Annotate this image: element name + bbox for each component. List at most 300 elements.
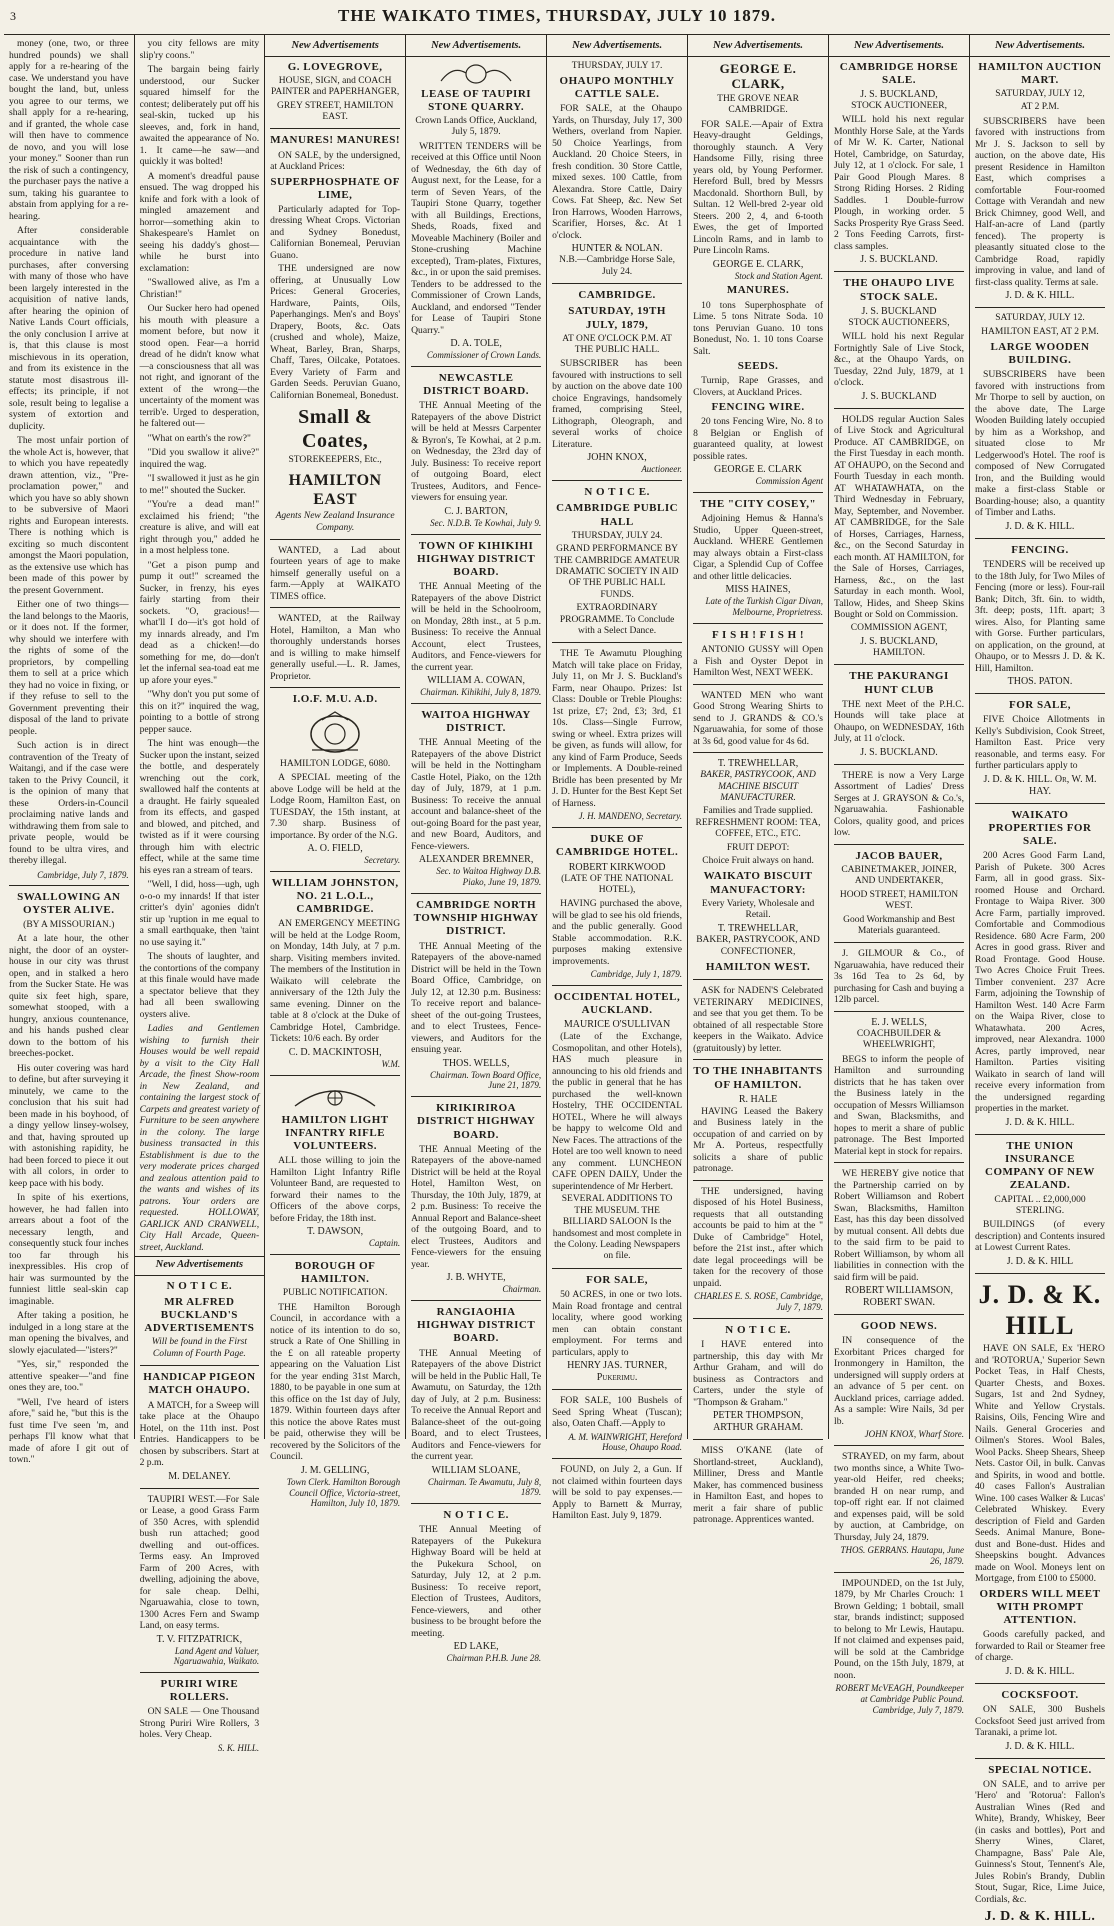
military-emblem-icon bbox=[290, 1081, 380, 1111]
story-paragraph: "Get a pison pump and pump it out!" screamed the Sucker, in frenzy, his eyes fairly starting from their sockets. "O, gracious!—what'll I do—it's got hold of my innards already, and I'm dead as a chicken!—do something for me, do—don't let the infernal sea-toad eat me up afore your eyes." bbox=[139, 559, 260, 686]
ad-date: THURSDAY, JULY 17. bbox=[571, 60, 663, 71]
section-heading: New Advertisements. bbox=[688, 38, 828, 57]
ad-name: WILLIAM SLOANE, bbox=[431, 1464, 521, 1476]
divider bbox=[270, 607, 400, 608]
column-5 bbox=[547, 35, 688, 1522]
ad-body: Turnip, Rape Grasses, and Clovers, at Auckland Prices. bbox=[693, 375, 824, 398]
ad-name: ALEXANDER BREMNER, bbox=[418, 854, 534, 866]
ad-address: HOOD STREET, HAMILTON WEST. bbox=[839, 889, 959, 912]
divider bbox=[693, 623, 823, 624]
ad-role: Chairman P.H.B. June 28. bbox=[446, 1653, 542, 1664]
ad-name: GEORGE E. CLARK, bbox=[719, 60, 797, 92]
divider bbox=[411, 1503, 541, 1504]
divider bbox=[834, 1445, 964, 1446]
ad-name: GEORGE E. CLARK bbox=[714, 464, 803, 476]
ad-title: WAIKATO BISCUIT MANUFACTORY: bbox=[703, 870, 813, 896]
ad-role: A. M. WAINWRIGHT, Hereford House, Ohaupo Road. bbox=[568, 1431, 683, 1453]
ad-body: 50 ACRES, in one or two lots. Main Road frontage and central locality, where good working men can obtain constant employment. For terms and particulars, apply to bbox=[552, 1289, 683, 1358]
ad-role: Sec. to Waitoa Highway D.B. Piako, June 19, 1879. bbox=[436, 866, 542, 888]
story-signature: Cambridge, July 7, 1879. bbox=[37, 869, 129, 880]
column-3 bbox=[265, 35, 406, 1509]
ad-body: 20 tons Fencing Wire, No. 8 to 8 Belgian or English of guaranteed quality, at lowest possible rates. bbox=[693, 416, 824, 462]
article-title: SWALLOWING AN OYSTER ALIVE. bbox=[17, 891, 121, 917]
ad-role: Chairman. Town Board Office, June 21, 1879. bbox=[430, 1069, 542, 1091]
column-2 bbox=[135, 35, 266, 1753]
ad-title: N O T I C E. bbox=[166, 1279, 233, 1292]
divider bbox=[411, 366, 541, 367]
divider bbox=[411, 1300, 541, 1301]
ad-role: Commissioner of Crown Lands. bbox=[426, 350, 542, 361]
divider bbox=[411, 703, 541, 704]
ad-body: THERE is now a Very Large Assortment of Ladies' Dress Serges at J. GRAYSON & Co.'s, Ngaruawahia. Fashionable Colors, quality good, and prices low. bbox=[834, 769, 964, 839]
ad-body: THE undersigned are now offering, at Unusually Low Prices: General Groceries, Hardware, Paints, Oils, Paperhangings. Men's and Boys' Drapery, Boots, &c. Oats (crushed and whole), Maize, Wheat, Barley, Bran, Sharps, Chaff, Tares, Oilcake, Potatoes. Every Variety of Farm and Garden Seeds. Peruvian Guano, Californian Bonemeal, Bonedust. bbox=[270, 263, 401, 401]
ad-name: J. D. & K. HILL bbox=[1006, 1255, 1074, 1267]
section-heading: New Advertisements. bbox=[406, 38, 546, 57]
ad-role: Sec. N.D.B. Te Kowhai, July 9. bbox=[430, 517, 542, 528]
divider bbox=[270, 128, 400, 129]
ad-name: J. S. BUCKLAND bbox=[861, 305, 937, 317]
ad-name: ROBERT WILLIAMSON, ROBERT SWAN. bbox=[845, 1285, 953, 1309]
divider bbox=[834, 844, 964, 845]
ad-place: HAMILTON. bbox=[873, 648, 926, 659]
divider bbox=[693, 1439, 823, 1440]
ad-name: J. D. & K. HILL. bbox=[1005, 1740, 1075, 1752]
ad-body: ANTONIO GUSSY will Open a Fish and Oyster Depot in Hamilton West, NEXT WEEK. bbox=[693, 644, 824, 679]
ad-name: HENRY JAS. TURNER, Pukerimu. bbox=[567, 1360, 668, 1384]
ad-title: HAMILTON LIGHT INFANTRY RIFLE VOLUNTEERS. bbox=[281, 1113, 389, 1153]
ad-role: Stock and Station Agent. bbox=[734, 270, 824, 281]
ad-body: THE Annual Meeting of Ratepayers of the Pukekura Highway Board will be held at the Pukekura School, on Saturday, July 12, at 2 p.m. Business: To receive report, Election of Trustees, Auditors, Fence-viewers, and other business to be brought before the meeting. bbox=[411, 1524, 542, 1639]
firm-logo-text: J. D. & K. HILL bbox=[978, 1279, 1102, 1341]
story-paragraph: Such action is in direct contravention of the Treaty of Waitangi, and if the case were taken to the Privy Council, it is the opinion of many that these Orders-in-Council proclaiming native lands and withdrawing them from sale to private people, would be found to be ultra vires, and thereby illegal. bbox=[9, 740, 129, 866]
ad-title: THE PAKURANGI HUNT CLUB bbox=[849, 670, 949, 696]
ad-name: T. DAWSON, bbox=[307, 1226, 364, 1238]
story-paragraph: "Swallowed alive, as I'm a Christian!" bbox=[139, 277, 260, 300]
firm-place: HAMILTON EAST bbox=[288, 471, 382, 508]
ad-role: JOHN KNOX, Wharf Store. bbox=[864, 1429, 964, 1440]
ad-title: I.O.F. M.U. A.D. bbox=[292, 693, 378, 706]
ad-name: A. O. FIELD, bbox=[307, 843, 363, 855]
section-heading: New Advertisements. bbox=[829, 38, 969, 57]
divider bbox=[552, 1389, 682, 1390]
ad-name: GEORGE E. CLARK, bbox=[712, 258, 804, 270]
ad-body: FOR SALE, at the Ohaupo Yards, on Thursday, July 17, 300 Wethers, overland from Napier. 50 Choice Yearlings, from Auckland. 20 Choice Steers, in fresh condition. 30 Store Cattle, mixed sexes. 100 Cattle, from Alexandra. Store Cattle, Dairy Cows. Fat Sheep, &c. New Set Iron Harrows, Wooden Harrows, Scarifier, Horses, &c. At 1 o'clock. bbox=[552, 103, 683, 241]
ad-title: HAMILTON AUCTION MART. bbox=[978, 60, 1102, 86]
firm-name: Small & Coates, bbox=[298, 406, 373, 453]
ad-body: THE Annual Meeting of the Ratepayers of the above District will be held in the Schoolroom, on Monday, 28th inst., at 5 p.m. Business: To receive the Annual Account, elect Trustees, Auditors, and Fence-viewers for the current year. bbox=[411, 581, 542, 673]
ad-title: N O T I C E. bbox=[584, 486, 650, 499]
ad-body: FOR SALE.—Apair of Extra Heavy-draught Geldings, thoroughly staunch. A Very Handsome Filly, rising three years old, by Young Performer. Hereford Bull, bred by Messrs Macdonald. Shorthorn Bull, by Sultan. 12 Well-bred 2-year old Steers. 200 2, 4, and 6-tooth Ewes, the get of Imported Lincoln Rams, and in lamb to Pure Lincoln Rams. bbox=[693, 118, 824, 257]
ad-role: Auctioneer. bbox=[641, 464, 683, 475]
divider bbox=[552, 1458, 682, 1459]
divider bbox=[552, 985, 682, 986]
ad-body: SUBSCRIBER has been favoured with instructions to sell by auction on the above date 100 choice Engravings, handsomely framed, comprising Steel, Lithograph, Oleograph, and several works of choice Literature. bbox=[552, 358, 683, 450]
ad-body: FOR SALE, 100 Bushels of Seed Spring Wheat (Tuscan); also, Oaten Chaff.—Apply to bbox=[552, 1395, 683, 1430]
section-heading: New Advertisements. bbox=[970, 38, 1110, 57]
ad-name: MAURICE O'SULLIVAN bbox=[563, 1019, 671, 1031]
ad-name: T. TREWHELLAR, bbox=[717, 758, 799, 770]
story-paragraph: you city fellows are mity slip'ry coons." bbox=[139, 38, 260, 61]
ad-name: T. TREWHELLAR, bbox=[717, 923, 799, 935]
ad-name: J. D. & K. HILL. bbox=[1005, 1116, 1075, 1128]
ad-trade: BAKER, PASTRYCOOK, AND MACHINE BISCUIT MANUFACTURER. bbox=[700, 770, 816, 803]
column-1 bbox=[4, 35, 135, 1466]
ad-body: Every Variety, Wholesale and Retail. bbox=[701, 898, 815, 921]
ad-name: J. D. & K. HILL. bbox=[1005, 290, 1075, 302]
ad-title: COCKSFOOT. bbox=[1001, 1688, 1079, 1701]
story-paragraph: "What on earth's the row?" bbox=[147, 432, 251, 444]
divider bbox=[552, 1268, 682, 1269]
divider bbox=[693, 684, 823, 685]
ad-name: D. A. TOLE, bbox=[450, 338, 502, 350]
ad-title: CAMBRIDGE NORTH TOWNSHIP HIGHWAY DISTRICT. bbox=[413, 899, 539, 938]
ad-title: KIRIKIRIROA DISTRICT HIGHWAY BOARD. bbox=[416, 1102, 536, 1141]
ad-body: ON SALE, by the undersigned, at Auckland Prices: bbox=[270, 149, 401, 173]
ad-body: BUILDINGS (of every description) and Contents insured at Lowest Current Rates. bbox=[975, 1219, 1105, 1254]
ad-title: LARGE WOODEN BUILDING. bbox=[990, 341, 1090, 367]
story-paragraph: After considerable acquaintance with the procedure in native land purchases, after conversing with many of those who have been largely interested in the acquisition of native lands, after hearing the opinion of Native Lands Court officials, the only conclusion I arrive at is, that this clause is most mischievous in its operation, and from its existence in the statute most disastrous ill-effects; its principle, if not sole, result being to legalise a system of extortion and duplicity. bbox=[9, 225, 129, 432]
ad-role: Commission Agent bbox=[755, 476, 824, 487]
ad-role: CHARLES E. S. ROSE, Cambridge, July 7, 1879. bbox=[694, 1291, 824, 1313]
ad-body: EXTRAORDINARY PROGRAMME. To Conclude with a Select Dance. bbox=[559, 603, 675, 636]
ad-subtitle: AT ONE O'CLOCK P.M. AT THE PUBLIC HALL. bbox=[562, 333, 672, 356]
ad-body: THE Annual Meeting of Ratepayers of the above District will be held in the Public Hall, Te Awamutu, on Saturday, the 12th day of July, at 2 p.m. Business: To receive the Annual Report and Balance-sheet of the out-going Board, and to elect Trustees, Auditors and Fence-viewers for the current year. bbox=[411, 1347, 542, 1463]
ad-role: S. K. HILL. bbox=[217, 1742, 260, 1753]
ad-body: 200 Acres Good Farm Land, Parish of Pukete. 300 Acres Farm, all in good grass. Six-roomed House and Orchard. Frontage to Waipa River. 300 Acre Farm, partially improved. Comfortable and Commodious Residence. 680 Acre Farm, 200 Acres in good grass. River and Road Frontage. Good House. Two Acres Choice Fruit Trees. Timber convenient. 237 Acre Farm, adjoining the Township of Hamilton West. 140 Acre Farm on the Waipa River, close to Whatawhata. 200 Acres, improved, near Alexandra. 1000 Acres, partly improved, near Hamilton. Parties visiting Waikato in search of land will receive every information from the undersigned regarding properties in the market. bbox=[975, 850, 1105, 1115]
ad-title: FENCING WIRE. bbox=[711, 401, 805, 414]
ad-title: FOR SALE, bbox=[1009, 699, 1071, 712]
article-byline: (BY A MISSOURIAN.) bbox=[23, 919, 115, 930]
columns bbox=[4, 34, 1110, 1925]
ad-body: WILL hold his next Regular Fortnightly Sale of Live Stock, &c., at the Ohaupo Yards, on Tuesday, 22nd July, 1879, at 1 o'clock. bbox=[834, 331, 964, 389]
ad-trade: CABINETMAKER, JOINER, AND UNDERTAKER, bbox=[841, 864, 957, 887]
section-heading: New Advertisements bbox=[135, 1256, 265, 1276]
ad-subtitle: Will be found in the First Column of Fourth Page. bbox=[151, 1337, 247, 1359]
ad-title: CAMBRIDGE. bbox=[578, 289, 656, 302]
ad-body: FIVE Choice Allotments in Kelly's Subdivision, Cook Street, Hamilton East. Price very reasonable, and terms easy. For further particulars apply to bbox=[975, 714, 1105, 772]
ad-title: FENCING. bbox=[1011, 543, 1069, 556]
ad-body: ON SALE, 300 Bushels Cocksfoot Seed just arrived from Taranaki, a prime lot. bbox=[975, 1704, 1105, 1738]
ad-body: ON SALE, and to arrive per 'Hero' and 'Rotorua': Fallon's Australian Wines (Red and White), Brandy, Whiskey, Beer (in casks and bottles), Port and Sherry Wines, Claret, Champagne, Bass' Pale Ale, Guinness's Stout, Tennent's Ale, Jules Robin's Brandy, Dublin Stout, Sugar, Rice, Lime Juice, Cordials, &c. bbox=[975, 1778, 1105, 1905]
ad-role: THOS. GERRANS. Hautapu, June 26, 1879. bbox=[840, 1545, 964, 1566]
ad-role: Land Agent and Valuer, Ngaruawahia, Waikato. bbox=[173, 1645, 260, 1667]
divider bbox=[975, 693, 1105, 694]
ad-title: MANURES. bbox=[726, 284, 790, 297]
section-heading: New Advertisements. bbox=[547, 38, 687, 57]
divider bbox=[270, 1254, 400, 1255]
ad-body: AN EMERGENCY MEETING will be held at the Lodge Room, on Monday, 14th July, at 7 p.m. sharp. Visiting members invited. The members of the Institution in Waikato will celebrate the anniversary of the 12th July the same evening. Dinner on the table at 8 o'clock at the Duke of Cambridge Hotel, Cambridge. Tickets: 10/6 each. By order bbox=[270, 918, 401, 1045]
divider bbox=[140, 1488, 260, 1489]
lodge-crest-icon bbox=[300, 710, 370, 756]
ad-body: ON SALE — One Thousand Strong Puriri Wire Rollers, 3 holes. Very Cheap. bbox=[139, 1706, 260, 1741]
divider bbox=[552, 283, 682, 284]
agents-line: Agents New Zealand Insurance Company. bbox=[275, 511, 395, 533]
page-number: 3 bbox=[10, 8, 17, 23]
story-paragraph: "You're a dead man!" exclaimed his friend; "the creature is alive, and will eat right through you," added he in a most helpless tone. bbox=[139, 499, 260, 556]
divider bbox=[834, 942, 964, 943]
story-paragraph: The most unfair portion of the whole Act is, however, that to which you have repeatedly drawn attention, viz., "Pre-proclamation power," and which you have so ably shown to be subversive of Maori rights and European interests. There is nothing which is exciting so much discontent amongst the Maori population, as the extensive use which has been made of this power by the present Government. bbox=[9, 435, 129, 596]
story-paragraph: The bargain being fairly understood, our Sucker squared himself for the contest; deliberately put off his seal-skin, tucked up his sleeves, and, fork in hand, awaited the appearance of No. 1. It came—he saw—and quickly it was bolted! bbox=[139, 64, 260, 167]
ad-title: THE OHAUPO LIVE STOCK SALE. bbox=[843, 277, 955, 303]
divider bbox=[975, 1134, 1105, 1135]
royal-arms-icon bbox=[431, 61, 521, 85]
story-paragraph: money (one, two, or three hundred pounds) we shall apply for a re-hearing of the case. We understand you have bought the land, but, unless you agree to our terms, we shall apply for a re-hearing, and if granted, the whole case will then have to commence de novo, and you will lose your money." Sooner than run the risk of such a contingency, the purchaser pays the native a sum, taking his guarantee to abstain from applying for a re-hearing. bbox=[9, 38, 129, 222]
ad-title: CAMBRIDGE PUBLIC HALL bbox=[556, 502, 679, 528]
ad-title: OHAUPO MONTHLY CATTLE SALE. bbox=[559, 74, 675, 101]
ad-body: IN consequence of the Exorbitant Prices charged for Ironmongery in Hamilton, the undersigned will supply orders at an advance of 5 per cent. on Auckland prices, carriage added. As a sample: Wire Nails, 3d per lb. bbox=[834, 1335, 964, 1427]
ad-body: WANTED MEN who want Good Strong Wearing Shirts to send to J. GRANDS & CO.'s Ngaruawahia, for some of those at 3s 6d, good value for 4s 6d. bbox=[693, 689, 824, 747]
divider bbox=[975, 307, 1105, 308]
ad-name: JACOB BAUER, bbox=[855, 849, 943, 862]
ad-body: Choice Fruit always on hand. bbox=[702, 855, 814, 866]
firm-trade: STOREKEEPERS, Etc., bbox=[288, 455, 382, 466]
story-paragraph: The shouts of laughter, and the contortions of the company at this finale would have made a spectator believe that they had all been swallowing oysters alive. bbox=[139, 951, 260, 1020]
section-heading: New Advertisements bbox=[265, 38, 405, 57]
divider bbox=[693, 1180, 823, 1181]
ad-body: THE Annual Meeting of the Ratepayers of the above-named District will be held in the Town Board Office, Cambridge, on July 12, at 12.30 p.m. Business: To receive report and balance-sheet of the out-going Trustees, and to elect Trustees, Fence-viewers, and Auditors for the ensuing year. bbox=[411, 940, 542, 1056]
column-6 bbox=[688, 35, 829, 1526]
ad-body: WE HEREBY give notice that the Partnership carried on by Robert Williamson and Robert Swan, Blacksmiths, Hamilton East, has this day been dissolved by mutual consent. All debts due to the said firm to be paid to Robert Williamson, by whom all liabilities in connection with the said firm will be paid. bbox=[834, 1168, 964, 1283]
ad-title: FOR SALE, bbox=[586, 1273, 649, 1286]
ad-title: GOOD NEWS. bbox=[860, 1320, 938, 1333]
divider bbox=[975, 1683, 1105, 1684]
divider bbox=[693, 979, 823, 980]
ad-body: (Late of the Exchange, Cosmopolitan, and other Hotels), HAS much pleasure in announcing to his old friends and the public in general that he has purchased the well-known Hostelry, THE OCCIDENTAL HOTEL, Where he will always be happy to welcome Old and New Faces. The attractions of the Hotel are too well known to need any comment. LUNCHEON CAFE OPEN DAILY, Under the superintendence of Mr Herbert. bbox=[552, 1031, 683, 1192]
ad-subtitle: THE GROVE NEAR CAMBRIDGE. bbox=[717, 93, 799, 116]
divider bbox=[834, 664, 964, 665]
ad-title: TO THE INHABITANTS OF HAMILTON. bbox=[693, 1065, 823, 1091]
ad-name: HUNTER & NOLAN. bbox=[571, 243, 663, 255]
ad-role: Chairman. bbox=[502, 1284, 542, 1295]
divider bbox=[834, 408, 964, 409]
ad-date: THURSDAY, JULY 24. bbox=[571, 530, 663, 541]
divider bbox=[834, 1162, 964, 1163]
ad-subtitle: Crown Lands Office, Auckland, July 5, 1879. bbox=[415, 115, 537, 138]
divider bbox=[693, 492, 823, 493]
ad-body: Good Workmanship and Best Materials guaranteed. bbox=[843, 914, 955, 936]
masthead-title: THE WAIKATO TIMES, THURSDAY, JULY 10 1879. bbox=[337, 6, 776, 25]
ad-title: WILLIAM JOHNSTON, NO. 21 L.O.L., CAMBRIDGE. bbox=[271, 876, 399, 916]
ad-body: SUBSCRIBERS have been favored with instructions from Mr Thorpe to sell by auction, on the above date, The Large Wooden Building lately occupied by him as a Workshop, and situated close to Mr Ledgerwood's Hotel. The roof is composed of New Corrugated Iron, and the Building would make a first-class Stable or Boarding-house; also, a quantity of Timber and Laths. bbox=[975, 369, 1105, 519]
ad-subtitle: PUBLIC NOTIFICATION. bbox=[282, 1288, 388, 1299]
ad-body: TAUPIRI WEST.—For Sale or Lease, a good Grass Farm of 350 Acres, with splendid bush run attached; good dwelling and out-offices. Terms easy. An Improved Farm of 200 Acres, with dwelling, adjoining the above, for sale cheap. Delhi, Ngaruawahia, close to town, 1300 Acres Fern and Swamp Land, on easy terms. bbox=[139, 1493, 260, 1631]
ad-name: J. S. BUCKLAND. bbox=[860, 254, 938, 266]
ad-title: WAITOA HIGHWAY DISTRICT. bbox=[421, 709, 531, 735]
ad-title: MR ALFRED BUCKLAND'S ADVERTISEMENTS bbox=[144, 1295, 255, 1335]
story-paragraph: "Well, I did, hoss—ugh, ugh o-o-o my innards! If that ister critter's dyin' agonies didn't stir up 'ruption in me equal to a small earthquake, then 'taint no use saying it." bbox=[139, 879, 260, 948]
ad-role: Late of the Turkish Cigar Divan, Melbourne, Proprietress. bbox=[705, 596, 824, 618]
ad-name: J. B. WHYTE, bbox=[446, 1272, 506, 1284]
ad-body: Adjoining Hemus & Hanna's Studio, Upper Queen-street, Auckland. WHERE Gentlemen may always obtain a First-class Cigar, a Splendid Cup of Coffee and other little delicacies. bbox=[693, 513, 824, 582]
ad-role: Cambridge, July 1, 1879. bbox=[590, 969, 683, 980]
ad-body: HAVE ON SALE, Ex 'HERO and 'ROTORUA,' Superior Sewn Pocket Teas, in Half Chests, Quarter Chests, and Boxes. Sugars, 1st and 2nd Sydney, White and Yellow Crystals. Raisins, Oils, Fencing Wire and Nails. General Groceries and Oilmen's Stores. Wool Bales, Wool Packs. Sheep Shears, Sheep Nets. Castor Oil, in bulk. Canvas and Spirits, in wood and bottle. 40 cases Fallon's Australian Wine. 100 cases Walker & Lucas' Celebrated Whiskey. Every description of Field and Garden Seeds. Animal Manure, Bone-dust and Bone-dust. Hides and Sheepskins bought. Advances made on Wool. Moneys lent on Mortgage, from £100 to £5000. bbox=[975, 1343, 1105, 1585]
column-4 bbox=[406, 35, 547, 1664]
ad-name: C. D. MACKINTOSH, bbox=[288, 1046, 382, 1058]
ad-name: J. S. BUCKLAND. bbox=[860, 746, 938, 758]
divider bbox=[975, 803, 1105, 804]
ad-body: SEVERAL ADDITIONS TO THE MUSEUM. THE BILLIARD SALOON Is the handsomest and most complete in the Colony. Leading Newspapers on file. bbox=[552, 1194, 682, 1262]
ad-name: C. J. BARTON, bbox=[444, 505, 508, 517]
ad-name: J. S. BUCKLAND, bbox=[860, 636, 938, 648]
divider bbox=[552, 480, 682, 481]
divider bbox=[834, 1314, 964, 1315]
ad-subtitle: HAMILTON LODGE, 6080. bbox=[279, 758, 391, 769]
ad-title: PURIRI WIRE ROLLERS. bbox=[160, 1678, 239, 1704]
ad-body: WILL hold his next regular Monthly Horse Sale, at the Yards of Mr W. K. Carter, National Hotel, Cambridge, on Saturday, July 12, at 1 o'clock. For sale, 1 Pair Good Plough Mares. 8 Strong Riding Horses. 2 Riding Saddles. 1 Double-furrow Plough, in working order. 5 Sacks Prosperity Rye Grass Seed. 2 Tons Feeding Carrots, first-class samples. bbox=[834, 114, 964, 252]
article-paragraph: At a late hour, the other night, the door of an oyster-house in our city was thrust open, and in stalked a hero from the Sucker State. He was quite six feet high, spare, somewhat stooped, with a hungry, anxious countenance, and his hands pushed clear down to the bottom of his breeches-pocket. bbox=[9, 933, 129, 1060]
story-paragraph: Our Sucker hero had opened his mouth with pleasure a moment before, but now it stood open. Fear—a horrid dread of he didn't know what—a consciousness that all was not right, and ignorant of the extent of the wrong—the uncertainty of the moment was terrib'e. Urged to desperation, he faltered out— bbox=[139, 303, 260, 429]
ad-body: Goods carefully packed, and forwarded to Rail or Steamer free of charge. bbox=[975, 1629, 1105, 1664]
ad-body: THE Hamilton Borough Council, in accordance with a notice of its intention to do so, struck a Rate of One Shilling in the £ on all rateable property appearing on the Valuation List for the year ending 31st March, 1880, to be payable in one sum at this office on the 1st day of July, 1879. Within fourteen days after this notice the above Rates must be paid, otherwise they will be recovered by the Solicitors of the Council. bbox=[270, 1301, 401, 1463]
ad-body: ALL those willing to join the Hamilton Light Infantry Rifle Volunteer Band, are requested to forward their names to the Officers of the above corps, before Friday, the 18th inst. bbox=[270, 1155, 401, 1224]
story-paragraph: "Did you swallow it alive?" inquired the wag. bbox=[139, 447, 260, 470]
divider bbox=[270, 871, 400, 872]
ad-body: HOLDS regular Auction Sales of Live Stock and Agricultural Produce. AT CAMBRIDGE, on the First Tuesday in each month. AT OHAUPO, on the Second and Fourth Tuesday in each month. AT WHATAWHATA, on the Third Wednesday in February, May, September, and November. AT CAMBRIDGE, for the Sale of Horses, Carriages, Harness, &c., on the Second Saturday in each month. AT HAMILTON, for the Sale of Horses, Carriages, Harness, &c., on the last Saturday in each month. Wool, Tallow, Hides, and Sheep Skins Bought or Sold on Commission. bbox=[834, 413, 964, 621]
column-8 bbox=[970, 35, 1110, 1925]
ad-address: GREY STREET, HAMILTON EAST. bbox=[276, 100, 394, 122]
ad-name: MISS HAINES, bbox=[725, 584, 791, 596]
story-paragraph: "Why don't you put some of this on it?" inquired the wag, pointing to a bottle of strong pepper sauce. bbox=[139, 689, 260, 735]
ad-name: J. D. & K. HILL. bbox=[1005, 1665, 1075, 1677]
divider bbox=[975, 1758, 1105, 1759]
ad-name: THOS. WELLS, bbox=[442, 1057, 510, 1069]
ad-title: THE "CITY COSEY," bbox=[699, 498, 817, 511]
ad-title: LEASE OF TAUPIRI STONE QUARRY. bbox=[421, 87, 532, 113]
divider bbox=[693, 1059, 823, 1060]
divider bbox=[834, 1572, 964, 1573]
divider bbox=[270, 687, 400, 688]
ad-body: ASK for NADEN'S Celebrated VETERINARY MEDICINES, and see that you get them. To be obtained of all respectable Store keepers in the Waikato. Advice (gratuitously) by letter. bbox=[693, 985, 824, 1054]
ad-role: Town Clerk. Hamilton Borough Council Office, Victoria-street, Hamilton, July 10, 1879. bbox=[286, 1476, 401, 1509]
furnish-notice: Ladies and Gentlemen wishing to furnish their Houses would be well repaid by a visit to the City Hall Arcade, the finest Show-room in New Zealand, and containing the largest stock of Carpets and greatest variety of Furniture to be seen anywhere in the colony. The large business transacted in this Establishment is due to the very moderate prices charged and zealous attention paid to the wants and wishes of its patrons. Your orders are requested. HOLLOWAY, GARLICK AND CRANWELL, City Hall Arcade, Queen-street, Auckland. bbox=[139, 1023, 260, 1253]
divider bbox=[411, 534, 541, 535]
article-paragraph: His outer covering was hard to define, but after surveying it minutely, we came to the conclusion that his suit had been made in his boyhood, of a dingy yellow linsey-wolsey, and that, having sprouted up with astonishing rapidity, he had been forced to piece it out with all colors, in order to keep pace with his body. bbox=[9, 1062, 129, 1189]
ad-name: R. HALE bbox=[738, 1093, 778, 1105]
divider bbox=[9, 885, 129, 886]
divider bbox=[693, 752, 823, 753]
ad-place: HAMILTON WEST. bbox=[705, 961, 811, 974]
ad-body: Families and Trade supplied. REFRESHMENT ROOM: TEA, COFFEE, ETC., ETC. bbox=[695, 806, 821, 840]
ad-title: HANDICAP PIGEON MATCH OHAUPO. bbox=[143, 1371, 256, 1397]
ad-trade: HOUSE, SIGN, and COACH PAINTER and PAPERHANGER, bbox=[270, 75, 400, 98]
divider bbox=[270, 1075, 400, 1076]
ad-name: M. DELANEY. bbox=[168, 1470, 231, 1482]
story-paragraph: "I swallowed it just as he gin to me!" shouted the Sucker. bbox=[139, 473, 260, 496]
ad-title: SEEDS. bbox=[737, 360, 779, 373]
ad-title: NEWCASTLE DISTRICT BOARD. bbox=[423, 372, 529, 398]
ad-role: Chairman. Kihikihi, July 8, 1879. bbox=[420, 687, 542, 698]
ad-name: J. D. & K. HILL. bbox=[984, 1909, 1096, 1925]
ad-title: DUKE OF CAMBRIDGE HOTEL. bbox=[555, 833, 679, 859]
ad-title: SPECIAL NOTICE. bbox=[988, 1763, 1092, 1776]
ad-time: AT 2 P.M. bbox=[1020, 102, 1060, 113]
ad-name: THOS. PATON. bbox=[1007, 676, 1073, 688]
ad-subtitle: FRUIT DEPOT: bbox=[726, 842, 790, 853]
ad-body: THE Annual Meeting of the Ratepayers of the above District will be held at Messrs Carpenter & Byron's, Te Kowhai, at 2 p.m. on Wednesday, the 23rd day of July. Business: To receive report of outgoing Board, elect Trustees, Auditors, and Fence-viewers for ensuing year. bbox=[411, 400, 542, 504]
story-paragraph: Either one of two things—the land belongs to the Maoris, or it does not. If the former, why should we interfere with the rights of some of the proprietors, by compelling them to sell at a price which they had no voice in fixing, or if they refuse to sell to the Government preventing their disposal of the land to private people. bbox=[9, 599, 129, 737]
ad-title: F I S H ! F I S H ! bbox=[711, 629, 805, 641]
ad-name: J. S. BUCKLAND bbox=[861, 390, 937, 402]
ad-body: WANTED, a Lad about fourteen years of age to make himself generally useful on a farm.—Apply at WAIKATO TIMES office. bbox=[270, 544, 401, 602]
story-paragraph: A moment's dreadful pause ensued. The wag dropped his knife and fork with a look of mingled amazement and horror—something akin to Shakespeare's Hamlet on seeing his daddy's ghost—while he burst into exclamation: bbox=[139, 170, 260, 274]
ad-title: WAIKATO PROPERTIES FOR SALE. bbox=[988, 808, 1092, 848]
ad-title: SUPERPHOSPHATE OF LIME, bbox=[270, 175, 400, 201]
ad-body: BEGS to inform the people of Hamilton and surrounding districts that he has taken over the Business lately in the occupation of Messrs Williamson and Swan, Blacksmiths, and hopes to merit a share of public patronage. The Best Imported Material kept in stock for repairs. bbox=[834, 1053, 964, 1157]
ad-name: J. S. BUCKLAND, bbox=[860, 88, 938, 100]
ad-role: STOCK AUCTIONEER, bbox=[851, 100, 947, 111]
ad-trade: COACHBUILDER & WHEELWRIGHT, bbox=[856, 1028, 942, 1051]
ad-date: SATURDAY, 19TH JULY, 1879, bbox=[568, 305, 666, 331]
ad-name: J. M. GELLING, bbox=[300, 1464, 370, 1476]
ad-body: I HAVE entered into partnership, this day with Mr Arthur Graham, and will do business as Contractors and Carters, under the style of "Thompson & Graham." bbox=[693, 1339, 824, 1408]
ad-name: JOHN KNOX, bbox=[587, 452, 647, 464]
divider bbox=[975, 1273, 1105, 1274]
ad-body: THE Annual Meeting of the Ratepayers of the above-named District will be held at the Royal Hotel, Hamilton West, on Thursday, the 10th July, 1879, at 2 p.m. Business: To receive the Annual Report and Balance-sheet of the outgoing Board, and to elect Trustees, Auditors and Fence-viewers for the ensuing year. bbox=[411, 1143, 542, 1270]
divider bbox=[552, 642, 682, 643]
ad-name: ROBERT KIRKWOOD bbox=[568, 861, 666, 873]
ad-role: STOCK AUCTIONEERS, bbox=[848, 317, 950, 328]
ad-title: TOWN OF KIHIKIHI HIGHWAY DISTRICT BOARD. bbox=[417, 539, 536, 579]
ad-body: WRITTEN TENDERS will be received at this Office until Noon of Wednesday, the 6th day of August next, for the Lease, for a term of Seven Years, of the Taupiri Stone Quarry, together with all Buildings, Erections, Sheds, Roads, fixed and Moveable Machinery (Boiler and Stone-crushing Machine excepted), Tram-plates, Fixtures, &c., in or upon the said premises. Tenders to be addressed to the Commissioner of Crown Lands, Auckland, and endorsed "Tender for Lease of Taupiri Stone Quarry." bbox=[411, 140, 542, 336]
story-paragraph: The hint was enough—the Sucker upon the instant, seized the bottle, and desperately wrenching out the cork, swallowed half the contents at a draught. He fairly squealed from its effects, and gasped and blowed, and pitched, and twisted as if it were coursing through him with electric effect, while at the same time his eyes ran a stream of tears. bbox=[139, 738, 260, 876]
ad-title: MANURES! MANURES! bbox=[270, 134, 401, 147]
ad-title: CAMBRIDGE HORSE SALE. bbox=[839, 60, 959, 86]
divider bbox=[411, 1096, 541, 1097]
ad-title: N O T I C E. bbox=[725, 1323, 791, 1336]
ad-body: SUBSCRIBERS have been favored with instructions from Mr J. S. Jackson to sell by auction, on the above date, His present Residence in Hamilton East, which comprises a comfortable Four-roomed Cottage with Verandah and new Brick Chimney, good Well, and Half-an-acre of Land (partly fenced). The property is pleasantly situated close to the Cambridge Road, rapidly improving in value, and land of first-class quality. Terms at sale. bbox=[975, 115, 1105, 288]
ad-body: THE Annual Meeting of the Ratepayers of the above District will be held in the Nottingham Castle Hotel, Piako, on the 12th day of July, 1879, at 1 p.m. Business: To receive the annual account and balance-sheet of the out-going Board for the past year, and new Board, Auditors, and Fence-viewers. bbox=[411, 737, 542, 852]
ad-title: OCCIDENTAL HOTEL, AUCKLAND. bbox=[553, 991, 681, 1017]
divider bbox=[270, 539, 400, 540]
ad-role: ROBERT McVEAGH, Poundkeeper at Cambridge Public Pound. Cambridge, July 7, 1879. bbox=[835, 1683, 964, 1715]
divider bbox=[975, 538, 1105, 539]
ad-role: Captain. bbox=[368, 1238, 401, 1249]
ad-body: THE undersigned, having disposed of his Hotel Business, requests that all outstanding accounts be paid to him at the " Duke of Cambridge" Hotel, before the 21st inst., after which date legal proceedings will be taken for the recovery of those unpaid. bbox=[693, 1185, 824, 1289]
ad-name: E. J. WELLS, bbox=[871, 1016, 927, 1028]
ad-body: STRAYED, on my farm, about two months since, a White Two-year-old Heifer, red cheeks; branded H on near rump, and top-off right ear. If not claimed and expenses paid, will be sold by auction, at Cambridge, on Thursday, July 24, 1879. bbox=[834, 1451, 964, 1543]
divider bbox=[834, 1011, 964, 1012]
divider bbox=[140, 1365, 260, 1366]
ad-role: Chairman. Te Awamutu, July 8, 1879. bbox=[427, 1476, 542, 1498]
ad-name: WILLIAM A. COWAN, bbox=[427, 675, 525, 687]
ad-date: SATURDAY, JULY 12, bbox=[995, 88, 1085, 99]
ad-title: ORDERS WILL MEET WITH PROMPT ATTENTION. bbox=[979, 1587, 1101, 1627]
ad-body: J. GILMOUR & Co., of Ngaruawahia, have reduced their 3s 16d Tea to 2s 6d, by purchasing for Cash and buying a 12lb parcel. bbox=[834, 948, 964, 1006]
ad-body: FOUND, on July 2, a Gun. If not claimed within fourteen days will be sold to pay expenses.—Apply to Barnett & Murray, Hamilton East. July 9, 1879. bbox=[552, 1464, 683, 1522]
ad-body: THE next Meet of the P.H.C. Hounds will take place at Ohaupo, on WEDNESDAY, 16th July, at 11 o'clock. bbox=[834, 698, 964, 745]
ad-body: A SPECIAL meeting of the above Lodge will be held at the Lodge Room, Hamilton East, on TUESDAY, the 15th instant, at 7.30 sharp. Business of importance. By order of the N.G. bbox=[270, 772, 401, 841]
ad-body: THE Te Awamutu Ploughing Match will take place on Friday, July 11, on Mr J. S. Buckland's Farm, near Ohaupo. Prizes: Ist Class: Double or Treble Ploughs: 1st prize, £7; 2nd, £3; 3rd, £1 10s. Class—Single Furrow, swing or wheel. Extra prizes will be given, as funds will allow, for any kind of Farm Produce, Seeds or Implements. A Double-reined Bridle has been presented by Mr J. D. Hunter for the Best Kept Set of Harness. bbox=[552, 648, 683, 809]
ad-body: IMPOUNDED, on the 1st July, 1879, by Mr Charles Crouch: 1 Brown Gelding; 1 bobtail, small star, brands indistinct; supposed to belong to Mr Lewis, Hautapu. If not claimed and expenses paid, will be sold at the Cambridge Pound, on the 15th July, 1879, at noon. bbox=[834, 1577, 964, 1681]
ad-body: MISS O'KANE (late of Shortland-street, Auckland), Milliner, Dress and Mantle Maker, has commenced business in Hamilton East, and hopes to merit a fair share of public patronage. Apprentices wanted. bbox=[693, 1445, 824, 1526]
ad-body: TENDERS will be received up to the 18th July, for Two Miles of Fencing (more or less). Four-rail Bank; Ditch, 3ft. 6in. to width, 3ft. deep; posts, 11ft. apart; 3 wires. Also, for Planting same with Gorse. Further particulars, on application, on the ground, at Ohaupo, or to Messrs J. D. & K. Hill, Hamilton. bbox=[975, 559, 1105, 674]
ad-body: A MATCH, for a Sweep will take place at the Ohaupo Hotel, on the 11th inst. Post Entries. Handicappers to be chosen by subscribers. Start at 2 p.m. bbox=[139, 1399, 260, 1468]
ad-name: J. D. & K. HILL. Or, W. M. HAY. bbox=[983, 773, 1097, 797]
article-paragraph: "Yes, sir," responded the attentive speaker—"and fine ones they are, too." bbox=[9, 1359, 129, 1394]
ad-body: HAVING purchased the above, will be glad to see his old friends, and the public generally. Good Stable accommodation. R.K. purposes making extensive improvements. bbox=[552, 898, 683, 967]
ad-capital: CAPITAL .. £2,000,000 STERLING. bbox=[994, 1194, 1086, 1216]
ad-role: J. H. MANDENO, Secretary. bbox=[578, 811, 683, 822]
ad-title: BOROUGH OF HAMILTON. bbox=[294, 1260, 376, 1286]
ad-body: WANTED, at the Railway Hotel, Hamilton, a Man who thoroughly understands horses and is willing to make himself generally useful.—L. R. James, Proprietor. bbox=[270, 613, 401, 682]
ad-note: N.B.—Cambridge Horse Sale, July 24. bbox=[559, 255, 675, 277]
divider bbox=[140, 1672, 260, 1673]
ad-title: RANGIAOHIA HIGHWAY DISTRICT BOARD. bbox=[417, 1306, 536, 1345]
article-paragraph: After taking a position, he indulged in a long stare at the man opening the bivalves, and slowly ejaculated—"isters?" bbox=[9, 1310, 129, 1356]
ad-role: Secretary. bbox=[364, 855, 401, 866]
ad-name: ED LAKE, bbox=[453, 1641, 499, 1653]
divider bbox=[834, 764, 964, 765]
